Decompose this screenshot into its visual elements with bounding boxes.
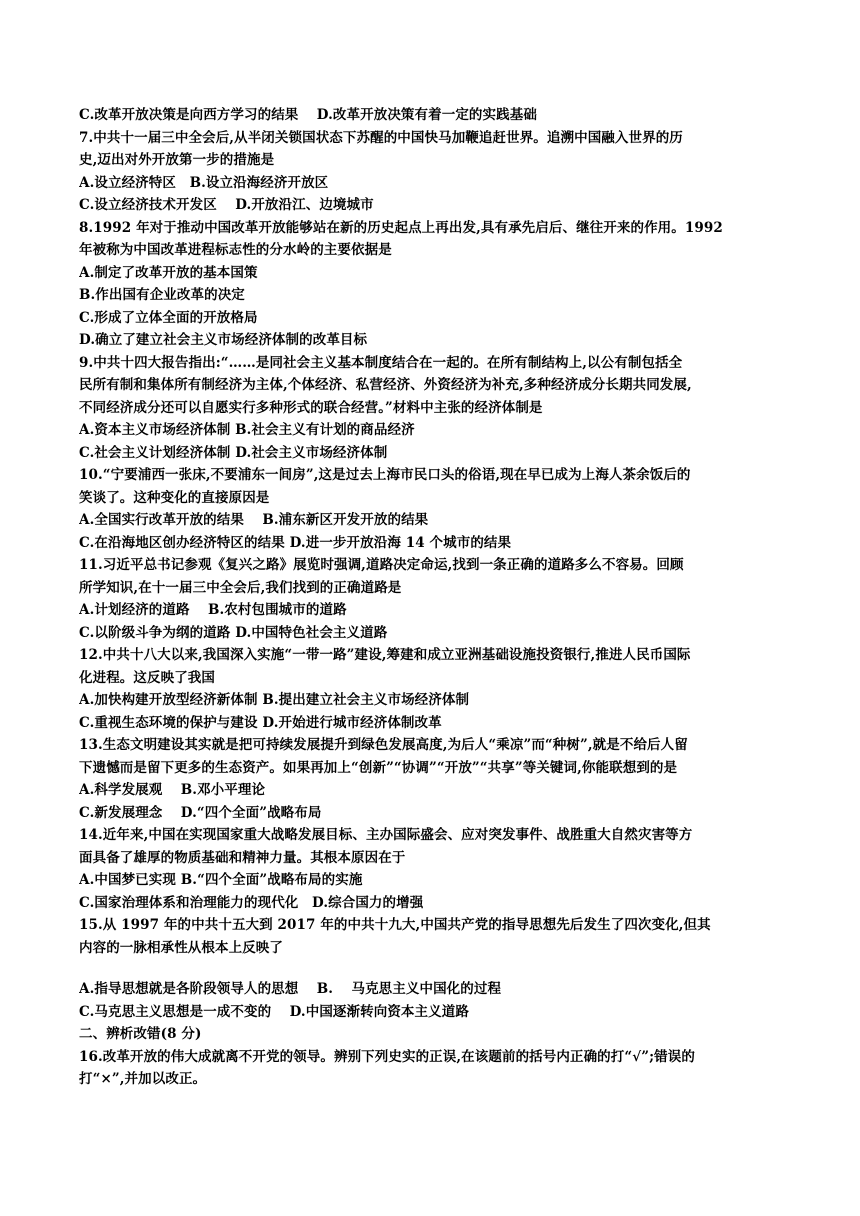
text-line: A.计划经济的道路 B.农村包围城市的道路	[79, 602, 347, 618]
text-line: 13.生态文明建设其实就是把可持续发展提升到绿色发展高度,为后人“乘凉”而“种树”,就是不给后人留	[79, 737, 688, 753]
text-line: A.加快构建开放型经济新体制 B.提出建立社会主义市场经济体制	[79, 692, 470, 708]
text-line: A.制定了改革开放的基本国策	[79, 264, 258, 281]
text-line: 9.中共十四大报告指出:“……是同社会主义基本制度结合在一起的。在所有制结构上,以公有制包括全	[79, 354, 683, 371]
text-line: 内容的一脉相承性从根本上反映了	[79, 939, 283, 956]
question-block-tail	[79, 978, 785, 1091]
text-line: 16.改革开放的伟大成就离不开党的领导。辨别下列史实的正误,在该题前的括号内正确的打“√”;错误的	[79, 1048, 695, 1065]
text-line: 8.1992 年对于推动中国改革开放能够站在新的历史起点上再出发,具有承先启后、继往开来的作用。1992	[79, 219, 723, 236]
text-line: C.新发展理念 D.“四个全面”战略布局	[79, 804, 322, 821]
text-line: 笑谈了。这种变化的直接原因是	[79, 489, 270, 506]
text-line: 打“×”,并加以改正。	[79, 1071, 207, 1087]
text-line: A.中国梦已实现 B.“四个全面”战略布局的实施	[79, 872, 363, 888]
text-line: 14.近年来,中国在实现国家重大战略发展目标、主办国际盛会、应对突发事件、战胜重大自然灾害等方	[79, 827, 693, 843]
document-body	[79, 104, 785, 1091]
text-line: A.资本主义市场经济体制 B.社会主义有计划的商品经济	[79, 422, 415, 438]
text-line: 年被称为中国改革进程标志性的分水岭的主要依据是	[79, 242, 392, 258]
text-line: B.作出国有企业改革的决定	[79, 287, 245, 303]
text-line: 化进程。这反映了我国	[79, 669, 215, 686]
text-line: 12.中共十八大以来,我国深入实施“一带一路”建设,筹建和成立亚洲基础设施投资银行,推进人民币国际	[79, 647, 691, 663]
text-line: 7.中共十一届三中全会后,从半闭关锁国状态下苏醒的中国快马加鞭追赶世界。追溯中国融入世界的历	[79, 129, 683, 146]
text-line: C.在沿海地区创办经济特区的结果 D.进一步开放沿海 14 个城市的结果	[79, 534, 512, 551]
text-line: D.确立了建立社会主义市场经济体制的改革目标	[79, 332, 368, 348]
text-line: A.指导思想就是各阶段领导人的思想 B. 马克思主义中国化的过程	[79, 981, 502, 997]
text-line: 不同经济成分还可以自愿实行多种形式的联合经营。”材料中主张的经济体制是	[79, 399, 543, 416]
text-line: C.改革开放决策是向西方学习的结果 D.改革开放决策有着一定的实践基础	[79, 107, 537, 123]
text-line: C.以阶级斗争为纲的道路 D.中国特色社会主义道路	[79, 624, 388, 641]
text-line: 民所有制和集体所有制经济为主体,个体经济、私营经济、外资经济为补充,多种经济成分长期共同发展,	[79, 377, 692, 393]
text-line: 10.“宁要浦西一张床,不要浦东一间房”,这是过去上海市民口头的俗语,现在早已成为上海人茶余饭后的	[79, 467, 691, 483]
text-line: 二、辨析改错(8 分)	[79, 1026, 202, 1042]
text-line: 所学知识,在十一届三中全会后,我们找到的正确道路是	[79, 579, 402, 596]
text-line: 史,迈出对外开放第一步的措施是	[79, 152, 275, 168]
text-line: C.马克思主义思想是一成不变的 D.中国逐渐转向资本主义道路	[79, 1003, 469, 1020]
text-line: C.重视生态环境的保护与建设 D.开始进行城市经济体制改革	[79, 714, 442, 731]
text-line: C.设立经济技术开发区 D.开放沿江、边境城市	[79, 197, 374, 213]
text-line: C.形成了立体全面的开放格局	[79, 309, 258, 326]
text-line: A.设立经济特区 B.设立沿海经济开放区	[79, 174, 329, 191]
text-line: C.社会主义计划经济体制 D.社会主义市场经济体制	[79, 444, 388, 461]
text-line: 下遗憾而是留下更多的生态资产。如果再加上“创新”“协调”“开放”“共享”等关键词,你能联想到的是	[79, 759, 678, 776]
text-line: A.全国实行改革开放的结果 B.浦东新区开发开放的结果	[79, 512, 429, 528]
text-line: A.科学发展观 B.邓小平理论	[79, 782, 266, 798]
text-line: 15.从 1997 年的中共十五大到 2017 年的中共十九大,中国共产党的指导思想先后发生了四次变化,但其	[79, 917, 711, 933]
text-line: 11.习近平总书记参观《复兴之路》展览时强调,道路决定命运,找到一条正确的道路多么不容易。回顾	[79, 557, 684, 573]
text-line: C.国家治理体系和治理能力的现代化 D.综合国力的增强	[79, 894, 424, 911]
text-line: 面具备了雄厚的物质基础和精神力量。其根本原因在于	[79, 849, 406, 866]
blank-spacer	[79, 959, 785, 978]
question-block-main	[79, 104, 785, 959]
